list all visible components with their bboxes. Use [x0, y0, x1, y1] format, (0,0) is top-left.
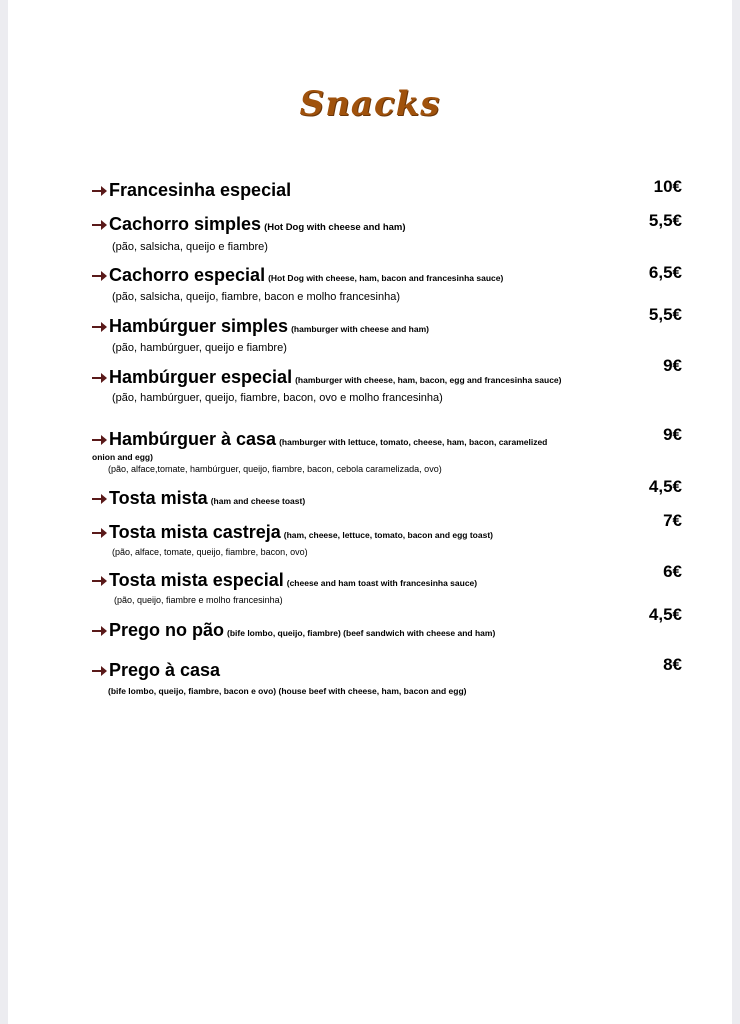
menu-item-prego-a-casa: [92, 659, 612, 699]
item-description-en: (Hot Dog with cheese and ham): [264, 222, 406, 233]
item-description-en: (Hot Dog with cheese, ham, bacon and francesinha sauce): [268, 273, 504, 283]
item-description-pt: (pão, hambúrguer, queijo, fiambre, bacon, ovo e molho francesinha): [112, 392, 443, 404]
item-name: Cachorro especial: [109, 265, 266, 285]
arrow-bullet-icon: [92, 625, 107, 637]
menu-item-prego-no-pao: [92, 619, 612, 644]
arrow-bullet-icon: [92, 665, 107, 677]
arrow-bullet-icon: [92, 321, 107, 333]
item-price: 9€: [663, 356, 682, 375]
item-description-en: (hamburger with lettuce, tomato, cheese, ham, bacon, caramelized onion and egg): [92, 437, 548, 462]
item-description-en: (cheese and ham toast with francesinha sauce): [286, 578, 478, 588]
menu-item-tosta-mista-castreja: [92, 521, 612, 559]
arrow-bullet-icon: [92, 270, 107, 282]
arrow-bullet-icon: [92, 527, 107, 539]
item-name: Hambúrguer especial: [109, 367, 293, 387]
menu-item-hamburguer-especial: [92, 366, 612, 406]
page-title: Snacks: [299, 84, 441, 124]
item-description-en: (hamburger with cheese, ham, bacon, egg and francesinha sauce): [295, 375, 562, 385]
item-description-pt: (pão, salsicha, queijo, fiambre, bacon e molho francesinha): [112, 291, 400, 303]
menu-item-hamburguer-simples: [92, 315, 612, 356]
menu-item-cachorro-simples: [92, 213, 612, 255]
item-name: Prego à casa: [109, 660, 221, 680]
item-description-pt: (pão, hambúrguer, queijo e fiambre): [112, 342, 287, 354]
item-price: 7€: [663, 511, 682, 530]
item-price: 8€: [663, 655, 682, 674]
item-price: 4,5€: [648, 605, 682, 624]
item-name: Prego no pão: [109, 620, 225, 640]
item-description-pt: (pão, alface,tomate, hambúrguer, queijo, fiambre, bacon, cebola caramelizada, ovo): [108, 464, 442, 474]
item-description-en: (hamburger with cheese and ham): [291, 324, 429, 334]
arrow-bullet-icon: [92, 185, 107, 197]
item-description-en: (bife lombo, queijo, fiambre) (beef sandwich with cheese and ham): [227, 628, 496, 638]
menu-item-francesinha-especial: [92, 179, 612, 203]
item-description-pt: (pão, alface, tomate, queijo, fiambre, bacon, ovo): [112, 547, 308, 557]
arrow-bullet-icon: [92, 575, 107, 587]
menu-item-hamburguer-a-casa: [92, 428, 612, 476]
item-price: 6,5€: [648, 263, 682, 282]
item-name: Tosta mista especial: [109, 570, 284, 590]
item-price: 10€: [653, 177, 682, 196]
item-description-pt: (pão, queijo, fiambre e molho francesinha): [114, 595, 283, 605]
item-name: Tosta mista: [109, 488, 208, 508]
menu-item-tosta-mista-especial: [92, 569, 612, 607]
menu-item-cachorro-especial: [92, 264, 612, 305]
menu-page: [8, 0, 732, 1024]
item-description-pt: (pão, salsicha, queijo e fiambre): [112, 241, 268, 253]
item-name: Tosta mista castreja: [109, 522, 281, 542]
item-description-en: (ham and cheese toast): [210, 496, 306, 506]
item-name: Hambúrguer simples: [109, 316, 289, 336]
arrow-bullet-icon: [92, 219, 107, 231]
item-price: 5,5€: [648, 211, 682, 230]
item-name: Hambúrguer à casa: [109, 429, 277, 449]
arrow-bullet-icon: [92, 493, 107, 505]
item-price: 9€: [663, 425, 682, 444]
item-price: 5,5€: [648, 305, 682, 324]
item-price: 4,5€: [648, 477, 682, 496]
item-name: Francesinha especial: [109, 180, 292, 200]
arrow-bullet-icon: [92, 372, 107, 384]
item-price: 6€: [663, 562, 682, 581]
item-description-pt: (bife lombo, queijo, fiambre, bacon e ovo) (house beef with cheese, ham, bacon and egg): [108, 686, 467, 696]
item-description-en: (ham, cheese, lettuce, tomato, bacon and egg toast): [283, 530, 493, 540]
item-name: Cachorro simples: [109, 214, 262, 234]
menu-item-tosta-mista: [92, 487, 612, 512]
arrow-bullet-icon: [92, 434, 107, 446]
